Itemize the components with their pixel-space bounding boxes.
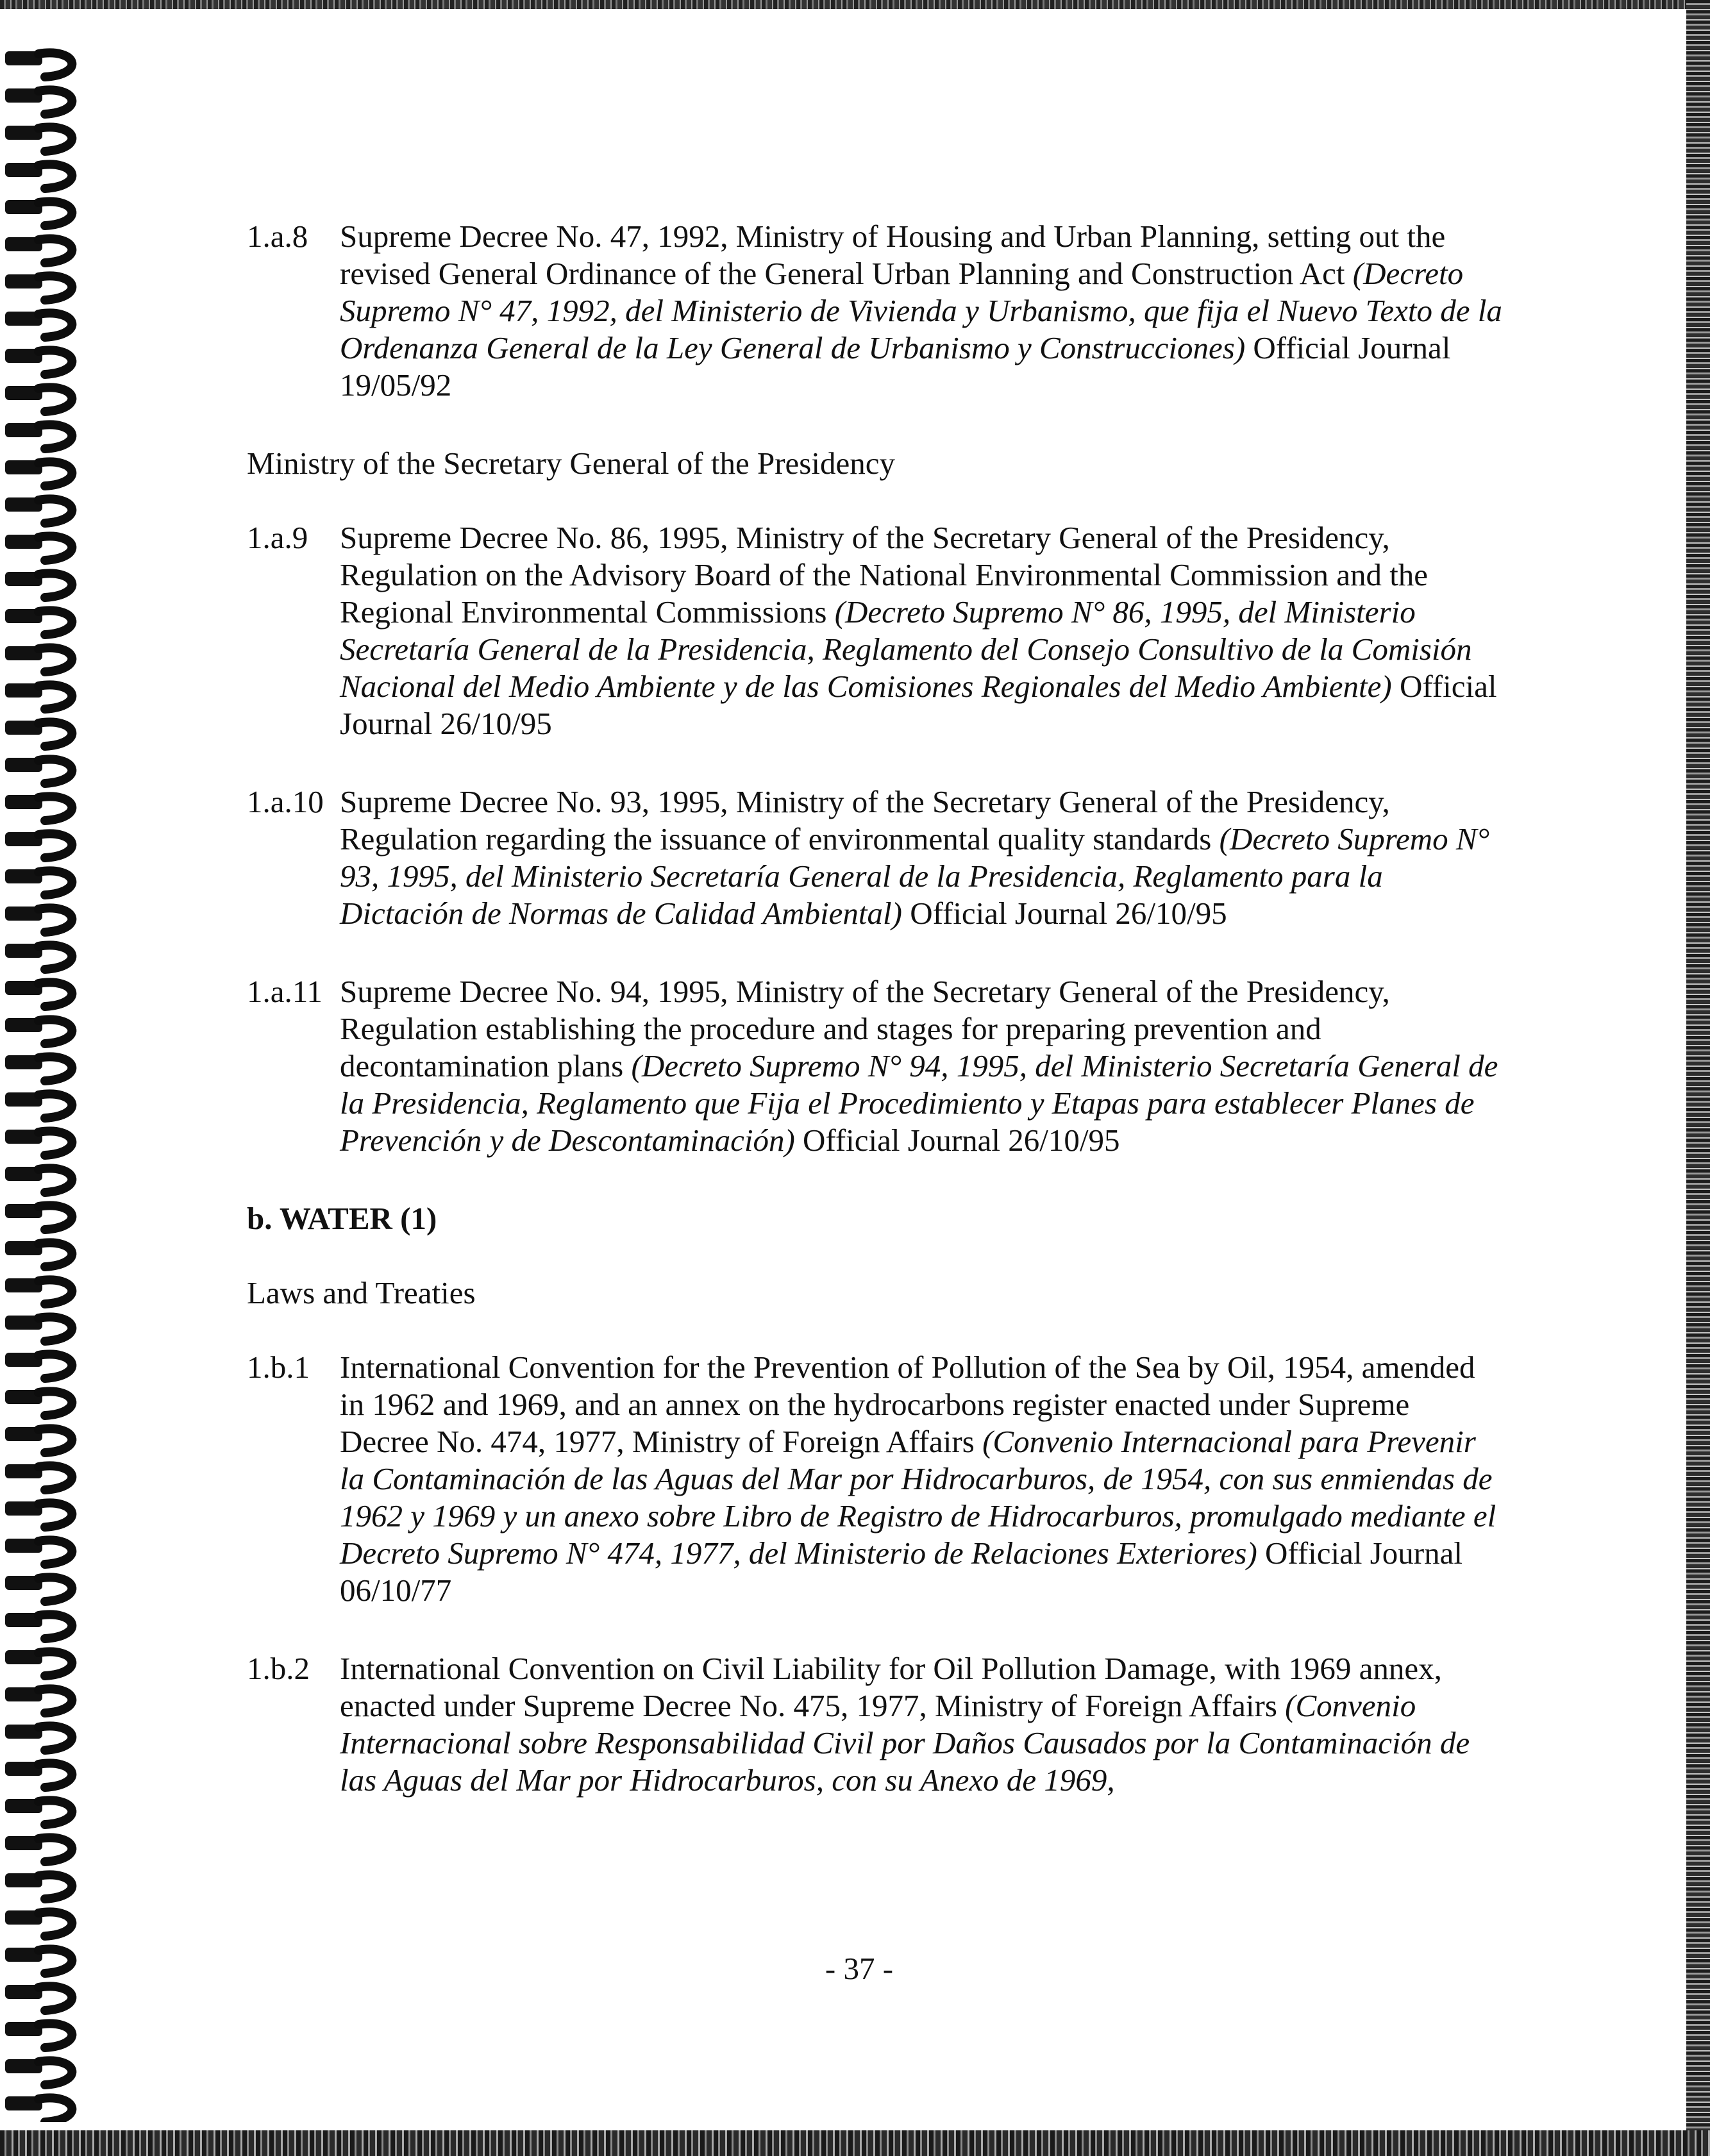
binding-coil [38, 1317, 72, 1341]
scan-edge-top [0, 0, 1710, 9]
binding-coil [38, 1949, 72, 1973]
binding-coil [38, 1800, 72, 1825]
binding-coil [38, 1503, 72, 1527]
binding-coil [38, 536, 72, 560]
binding-coil [38, 1057, 72, 1081]
section-heading-ministry: Ministry of the Secretary General of the Presidency [247, 446, 895, 481]
entry-text [340, 218, 1504, 404]
entry-1a9 [247, 519, 1504, 742]
entry-number: 1.a.11 [247, 974, 323, 1009]
entry-text-plain: Supreme Decree No. 86, 1995, Ministry of the Secretary General of the Presidency, Regulation on the Advisory Board of the National Environmental Commission and the Regional Environmental Commissions [340, 520, 1429, 630]
binding-coil [38, 238, 72, 263]
binding-coil [38, 759, 72, 783]
binding-coil [38, 127, 72, 151]
binding-coil [38, 1689, 72, 1713]
binding-coil [38, 90, 72, 114]
binding-coil [38, 1875, 72, 1899]
entry-1a10 [247, 783, 1504, 932]
page-number: - 37 - [825, 1951, 894, 1986]
binding-coil [38, 313, 72, 337]
binding-coil [38, 2060, 72, 2085]
binding-coil [38, 722, 72, 746]
spiral-binding [0, 38, 90, 2122]
entry-text [340, 783, 1504, 932]
entry-text [340, 519, 1504, 742]
binding-coil [38, 1428, 72, 1453]
binding-coil [38, 1651, 72, 1676]
binding-coil [38, 424, 72, 449]
binding-coil [38, 648, 72, 672]
section-subheading-laws: Laws and Treaties [247, 1275, 476, 1310]
entry-number: 1.b.2 [247, 1651, 310, 1686]
entry-text-plain: International Convention for the Prevention of Pollution of the Sea by Oil, 1954, amended in 1962 and 1969, and an annex on the hydrocarbons register enacted under Supreme Decree No. 474, 1977, Ministry of Foreign Affairs [340, 1350, 1475, 1459]
binding-coil [38, 1540, 72, 1564]
entry-text-journal: Official Journal 26/10/95 [901, 896, 1227, 931]
binding-coil [38, 1391, 72, 1416]
binding-coil [38, 462, 72, 486]
binding-coil [38, 610, 72, 635]
binding-coil [38, 982, 72, 1007]
scan-edge-right [1686, 0, 1710, 2156]
binding-coil [38, 201, 72, 226]
scan-edge-bottom [0, 2130, 1710, 2156]
binding-coil [38, 796, 72, 821]
entry-text-journal: Official Journal 26/10/95 [340, 669, 1497, 741]
binding-coil [38, 1986, 72, 2010]
binding-coil [38, 1912, 72, 1936]
binding-coil [38, 685, 72, 709]
binding-coil [38, 276, 72, 300]
binding-coil [38, 1094, 72, 1118]
entry-1b1 [247, 1349, 1504, 1609]
binding-coil [38, 53, 72, 77]
entry-text-spanish: (Decreto Supremo N° 93, 1995, del Ministerio Secretaría General de la Presidencia, Reglamento para la Dictación de Normas de Calidad Ambiental) [340, 821, 1490, 931]
binding-coil [38, 350, 72, 374]
binding-coil [38, 164, 72, 188]
binding-coil [38, 2023, 72, 2048]
binding-coil [38, 871, 72, 895]
binding-coil [38, 1205, 72, 1230]
binding-coil [38, 573, 72, 597]
binding-coil [38, 1242, 72, 1267]
binding-coil [38, 1280, 72, 1304]
entry-text-plain: Supreme Decree No. 93, 1995, Ministry of the Secretary General of the Presidency, Regulation regarding the issuance of environmental quality standards [340, 784, 1390, 857]
entry-text-spanish: (Decreto Supremo N° 47, 1992, del Ministerio de Vivienda y Urbanismo, que fija el Nuevo Texto de la Ordenanza General de la Ley General de Urbanismo y Construcciones) [340, 256, 1502, 365]
entry-number: 1.a.8 [247, 219, 308, 254]
binding-coil [38, 1614, 72, 1639]
binding-coil [38, 1577, 72, 1601]
binding-coil [38, 908, 72, 932]
entry-text-plain: International Convention on Civil Liability for Oil Pollution Damage, with 1969 annex, enacted under Supreme Decree No. 475, 1977, Ministry of Foreign Affairs [340, 1651, 1442, 1723]
binding-coil [38, 945, 72, 969]
entry-text-spanish: (Decreto Supremo N° 94, 1995, del Ministerio Secretaría General de la Presidencia, Reglamento que Fija el Procedimiento y Etapas para establecer Planes de Prevención y de Descontaminación) [340, 1048, 1498, 1158]
entry-text-spanish: (Convenio Internacional sobre Responsabilidad Civil por Daños Causados por la Contaminación de las Aguas del Mar por Hidrocarburos, con su Anexo de 1969, [340, 1688, 1470, 1798]
entry-1a8 [247, 218, 1504, 404]
binding-coil [38, 1837, 72, 1862]
entry-text [340, 1349, 1504, 1609]
entry-number: 1.a.9 [247, 520, 308, 555]
entry-text [340, 1650, 1504, 1799]
entry-1a11 [247, 973, 1504, 1159]
binding-coil [38, 1763, 72, 1787]
binding-coil [38, 387, 72, 412]
binding-coil [38, 1019, 72, 1044]
entry-text-plain: Supreme Decree No. 47, 1992, Ministry of Housing and Urban Planning, setting out the revised General Ordinance of the General Urban Planning and Construction Act [340, 219, 1446, 291]
entry-1b2 [247, 1650, 1504, 1799]
binding-coil [38, 833, 72, 858]
binding-coil [38, 1354, 72, 1378]
entry-text [340, 973, 1504, 1159]
entry-text-spanish: (Convenio Internacional para Prevenir la Contaminación de las Aguas del Mar por Hidrocarburos, de 1954, con sus enmiendas de 1962 y 1969 y un anexo sobre Libro de Registro de Hidrocarburos, promulgado mediante el Decreto Supremo N° 474, 1977, del Ministerio de Relaciones Exteriores) [340, 1424, 1496, 1571]
binding-coil [38, 1466, 72, 1490]
binding-coil [38, 499, 72, 523]
entry-number: 1.b.1 [247, 1350, 310, 1385]
entry-number: 1.a.10 [247, 784, 324, 819]
entry-text-journal: Official Journal 19/05/92 [340, 330, 1451, 403]
binding-coil [38, 1726, 72, 1750]
document-body [247, 218, 1504, 1840]
binding-coil [38, 2098, 72, 2122]
entry-text-spanish: (Decreto Supremo N° 86, 1995, del Ministerio Secretaría General de la Presidencia, Reglamento del Consejo Consultivo de la Comisión Nacional del Medio Ambiente y de las Comisiones Regionales del Medio Ambiente) [340, 594, 1472, 704]
entry-text-plain: Supreme Decree No. 94, 1995, Ministry of the Secretary General of the Presidency, Regulation establishing the procedure and stages for preparing prevention and decontamination plans [340, 974, 1390, 1083]
section-heading-water: b. WATER (1) [247, 1201, 437, 1236]
binding-coil [38, 1168, 72, 1192]
entry-text-journal: Official Journal 06/10/77 [340, 1535, 1463, 1608]
entry-text-journal: Official Journal 26/10/95 [794, 1123, 1120, 1158]
binding-coil [38, 1131, 72, 1155]
